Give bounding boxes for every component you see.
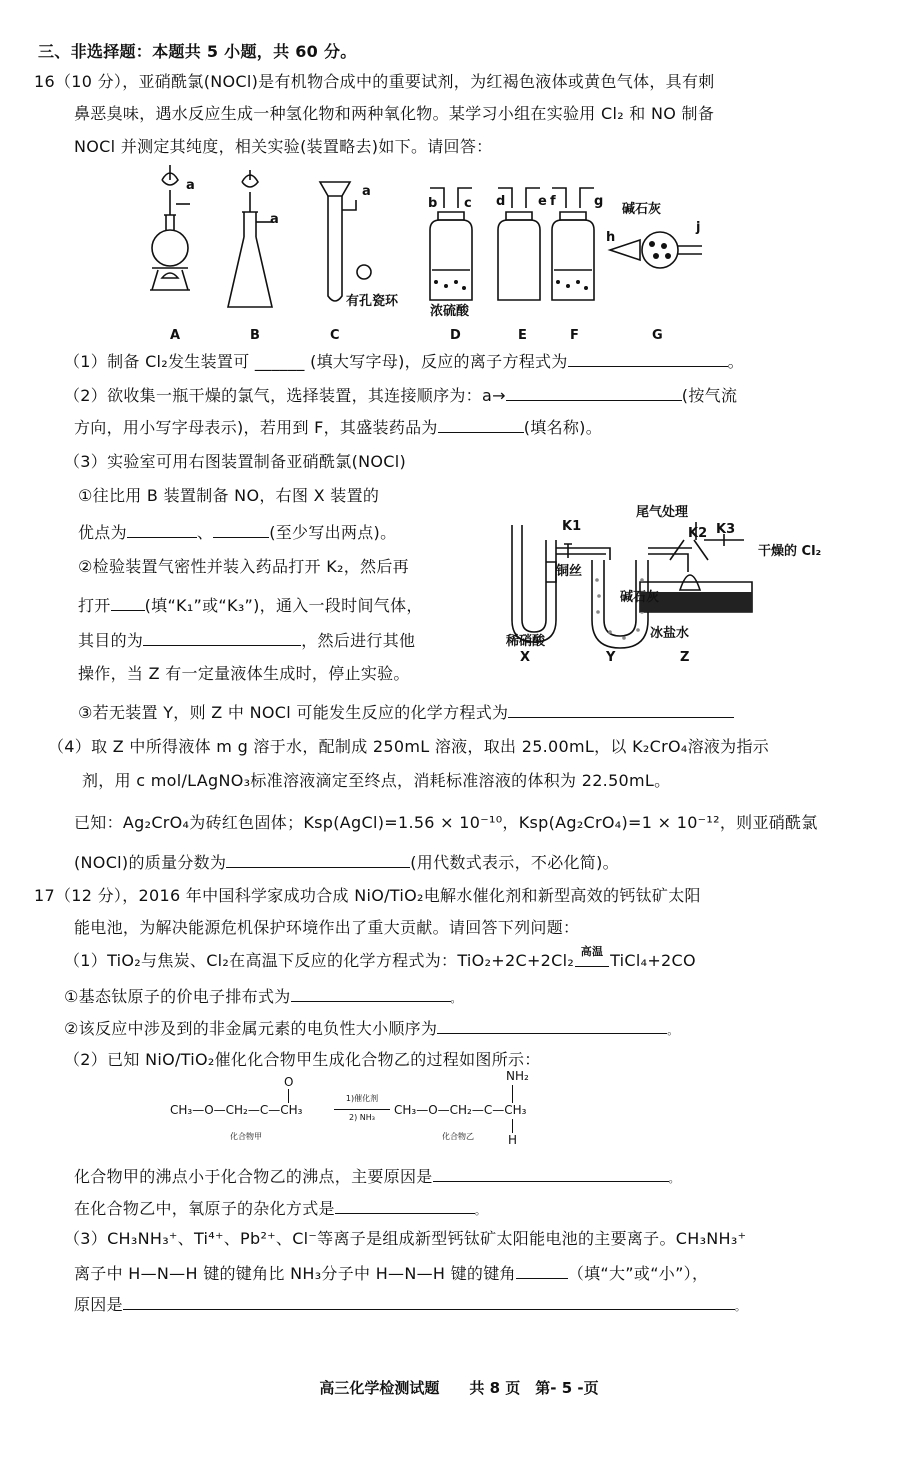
q17-boiling-point-reason-blank[interactable] [433, 1165, 669, 1182]
q16-part3-2-text-b: 打开 [78, 596, 111, 615]
q17-bond-angle-reason-blank[interactable] [123, 1293, 735, 1310]
apparatus-C [320, 182, 371, 301]
apparatus-G [610, 232, 702, 268]
port-label-a1: a [186, 178, 195, 193]
label-porous-ring: 有孔瓷环 [346, 294, 399, 309]
label-Y: Y [606, 650, 616, 665]
q17-part2-b: 在化合物乙中，氧原子的杂化方式是 。 [74, 1199, 487, 1218]
q16-part4-text-e: (用代数式表示，不必化简)。 [410, 853, 619, 872]
q17-part1-text-end: TiCl₄+2CO [610, 951, 696, 970]
q16-part4-b: 剂，用 c mol/LAgNO₃标准溶液滴定至终点，消耗标准溶液的体积为 22.50mL。 [82, 771, 671, 790]
apparatus-letter-B: B [250, 328, 260, 343]
section-header: 三、非选择题：本题共 5 小题，共 60 分。 [38, 42, 357, 61]
q17-part1 [64, 945, 696, 971]
apparatus-letter-A: A [170, 328, 181, 343]
q17-part3-d-text: 原因是 [74, 1295, 123, 1314]
q17-part3-b [74, 1262, 708, 1284]
q17-part3-a: （3）CH₃NH₃⁺、Ti⁴⁺、Pb²⁺、Cl⁻等离子是组成新型钙钛矿太阳能电池的主要离子。CH₃NH₃⁺ [64, 1229, 747, 1248]
q16-part4-a: （4）取 Z 中所得液体 m g 溶于水，配制成 250mL 溶液，取出 25.00mL，以 K₂CrO₄溶液为指示 [48, 737, 770, 756]
q17-part2: （2）已知 NiO/TiO₂催化化合物甲生成化合物乙的过程如图所示： [64, 1050, 541, 1069]
q17-part1-text: （1）TiO₂与焦炭、Cl₂在高温下反应的化学方程式为：TiO₂+2C+2Cl₂ [64, 951, 575, 970]
q16-part2-line2 [74, 416, 602, 438]
q16-part3-1-b [78, 521, 396, 543]
q16-part2-text-a: （2）欲收集一瓶干燥的氯气，选择装置，其连接顺序为：a→ [64, 386, 506, 405]
reaction-condition-label: 高温 [580, 945, 604, 958]
hydrogen-label: H [508, 1133, 518, 1147]
q16-intro-line-1: 16（10 分），亚硝酰氯(NOCl)是有机物合成中的重要试剂，为红褐色液体或黄色气体，具有刺 [34, 72, 715, 91]
q17-part3-b-text: 离子中 H—N—H 键的键角比 NH₃分子中 H—N—H 键的键角 [74, 1264, 516, 1283]
port-label-b: b [428, 196, 438, 211]
label-valve-k3[interactable]: K3 [716, 522, 736, 537]
apparatus-letter-E: E [518, 328, 527, 343]
apparatus-letter-G: G [652, 328, 663, 343]
label-tail-gas: 尾气处理 [636, 505, 689, 520]
label-dilute-hno3: 稀硝酸 [506, 634, 546, 649]
label-valve-k2[interactable]: K2 [688, 526, 708, 541]
q17-part3-d: 原因是 。 [74, 1295, 747, 1314]
q16-part3-2-text-c: (填“K₁”或“K₃”)，通入一段时间气体， [144, 596, 423, 615]
carbonyl-oxygen: O [284, 1075, 294, 1089]
q17-valence-electron-blank[interactable] [291, 985, 451, 1002]
q16-part3-equation-blank[interactable] [508, 701, 734, 718]
port-label-a3: a [362, 184, 371, 199]
q16-part2-reagent-blank[interactable] [438, 416, 524, 433]
q16-part3-2-text-e: ，然后进行其他 [301, 631, 416, 650]
q17-part2-a: 化合物甲的沸点小于化合物乙的沸点，主要原因是 。 [74, 1167, 680, 1186]
compound-b-name: 化合物乙 [442, 1132, 474, 1141]
q16-part2-text-d: (填名称)。 [523, 418, 603, 437]
label-copper-wire: 铜丝 [556, 564, 583, 579]
page-footer: 高三化学检测试题 共 8 页 第- 5 -页 [319, 1379, 599, 1397]
port-label-h: h [606, 230, 616, 245]
apparatus-B [228, 170, 272, 307]
q16-part4-text-d: (NOCl)的质量分数为 [74, 853, 227, 872]
q16-part3-1-text-c: 、 [196, 523, 214, 542]
q16-part4-c: 已知：Ag₂CrO₄为砖红色固体；Ksp(AgCl)=1.56 × 10⁻¹⁰，Ksp(Ag₂CrO₄)=1 × 10⁻¹²，则亚硝酰氯 [74, 813, 818, 832]
label-conc-h2so4: 浓硫酸 [430, 304, 470, 319]
port-label-c: c [464, 196, 472, 211]
q16-part4-mass-fraction-blank[interactable] [226, 851, 410, 868]
q17-part1-1-text: ①基态钛原子的价电子排布式为 [64, 987, 291, 1006]
q16-part3-1-text-b: 优点为 [78, 523, 127, 542]
arrow-condition-bottom: 2) NH₃ [349, 1113, 375, 1122]
compound-a-formula: CH₃—O—CH₂—C—CH₃ [170, 1103, 303, 1117]
compound-b-formula: CH₃—O—CH₂—C—CH₃ [394, 1103, 527, 1117]
label-ice-salt-water: 冰盐水 [650, 626, 690, 641]
q16-part3-advantage-blank-1[interactable] [127, 521, 197, 538]
apparatus-letter-D: D [450, 328, 461, 343]
q17-part1-2: ②该反应中涉及到的非金属元素的电负性大小顺序为 。 [64, 1019, 679, 1038]
q16-part1: （1）制备 Cl₂发生装置可 ______ (填大写字母)，反应的离子方程式为 。 [64, 352, 744, 371]
label-Z: Z [680, 650, 690, 665]
q17-intro-line-2: 能电池，为解决能源危机保护环境作出了重大贡献。请回答下列问题： [74, 918, 580, 937]
label-soda-lime: 碱石灰 [622, 202, 662, 217]
reaction-condition-arrow [574, 945, 610, 971]
q17-part2-a-text: 化合物甲的沸点小于化合物乙的沸点，主要原因是 [74, 1167, 433, 1186]
compound-a-name: 化合物甲 [230, 1132, 262, 1141]
q16-part3-2-d [78, 629, 415, 651]
q16-part3-1-a: ①往比用 B 装置制备 NO，右图 X 装置的 [78, 486, 380, 505]
q17-electronegativity-blank[interactable] [437, 1017, 667, 1034]
q17-part1-2-text: ②该反应中涉及到的非金属元素的电负性大小顺序为 [64, 1019, 438, 1038]
port-label-j: j [696, 220, 701, 235]
port-label-e: e [538, 194, 547, 209]
q17-part2-b-text: 在化合物乙中，氧原子的杂化方式是 [74, 1199, 335, 1218]
port-label-f: f [550, 194, 556, 209]
arrow-condition-top: 1)催化剂 [345, 1094, 379, 1103]
q16-part2-text-c: 方向，用小写字母表示)，若用到 F，其盛装药品为 [74, 418, 438, 437]
q16-intro-line-3: NOCl 并测定其纯度，相关实验(装置略去)如下。请回答： [74, 137, 493, 156]
q16-part3-2-b [78, 594, 423, 616]
apparatus-letter-C: C [330, 328, 340, 343]
q16-part3-stem: （3）实验室可用右图装置制备亚硝酰氯(NOCl) [64, 452, 407, 471]
q16-part1-answer-blank[interactable] [568, 350, 728, 367]
label-valve-k1[interactable]: K1 [562, 519, 582, 534]
q16-part3-2-text-d: 其目的为 [78, 631, 144, 650]
q16-part3-purpose-blank[interactable] [143, 629, 301, 646]
port-label-g: g [594, 194, 604, 209]
q17-part3-c-text: （填“大”或“小”）， [567, 1264, 709, 1283]
q16-part2-line1 [64, 384, 737, 406]
label-dry-cl2: 干燥的 Cl₂ [758, 544, 822, 559]
amino-group: NH₂ [506, 1069, 529, 1083]
apparatus-A [150, 165, 190, 290]
q16-intro-line-2: 鼻恶臭味，遇水反应生成一种氢化物和两种氧化物。某学习小组在实验用 Cl₂ 和 NO 制备 [74, 104, 715, 123]
port-label-a2: a [270, 212, 279, 227]
q16-part3-valve-blank[interactable] [111, 594, 145, 611]
q16-part2-order-blank[interactable] [506, 384, 682, 401]
q16-part3-advantage-blank-2[interactable] [213, 521, 269, 538]
reaction-scheme [170, 1069, 570, 1155]
q16-part4-d [74, 851, 619, 873]
q16-part3-3 [78, 701, 734, 723]
port-label-d: d [496, 194, 506, 209]
q16-part3-2-a: ②检验装置气密性并装入药品打开 K₂，然后再 [78, 557, 409, 576]
q17-intro-line-1: 17（12 分），2016 年中国科学家成功合成 NiO/TiO₂电解水催化剂和新型高效的钙钛矿太阳 [34, 886, 701, 905]
label-X: X [520, 650, 531, 665]
q17-part1-1: ①基态钛原子的价电子排布式为 。 [64, 987, 462, 1006]
apparatus-letter-F: F [570, 328, 579, 343]
q16-part1-text: （1）制备 Cl₂发生装置可 ______ (填大写字母)，反应的离子方程式为 [64, 352, 568, 371]
q17-bond-angle-blank[interactable] [516, 1262, 568, 1279]
q17-hybridization-blank[interactable] [335, 1197, 475, 1214]
q16-part3-1-text-d: (至少写出两点)。 [269, 523, 397, 542]
q16-part3-2-f: 操作，当 Z 有一定量液体生成时，停止实验。 [78, 664, 410, 683]
label-soda-lime-y: 碱石灰 [620, 590, 660, 605]
q16-part3-3-text: ③若无装置 Y，则 Z 中 NOCl 可能发生反应的化学方程式为 [78, 703, 509, 722]
q16-part2-text-b: (按气流 [681, 386, 738, 405]
